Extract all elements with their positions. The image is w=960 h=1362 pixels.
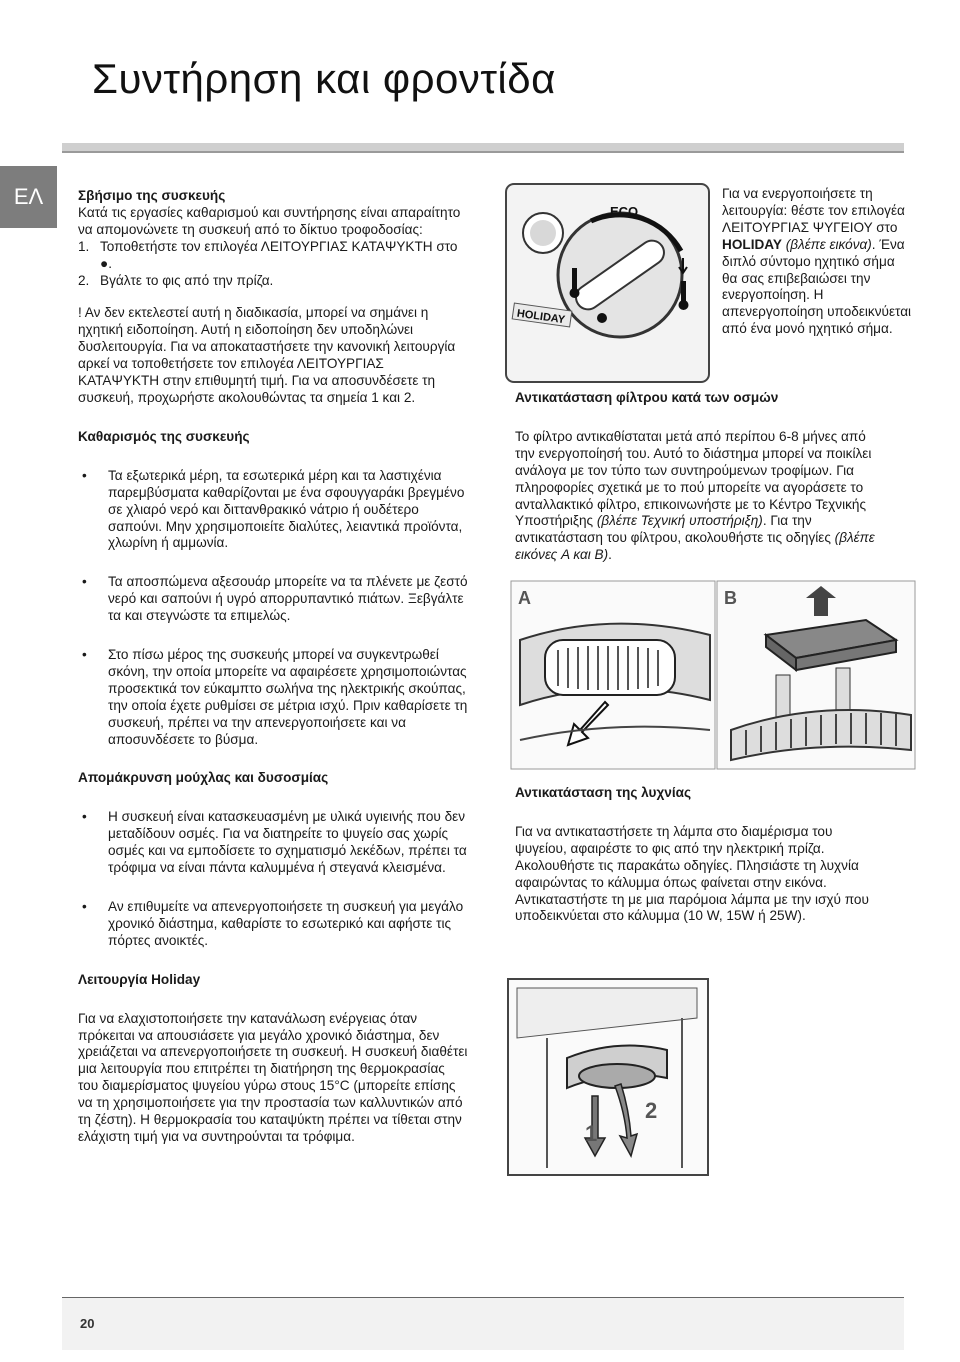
mold-heading: Απομάκρυνση μούχλας και δυσοσμίας — [78, 770, 329, 786]
holiday-caption-bold: HOLIDAY — [722, 236, 782, 252]
filter-section — [515, 390, 885, 564]
page-title: Συντήρηση και φροντίδα — [92, 55, 556, 102]
header-rule — [62, 143, 904, 153]
filter-text-2: . Για την αντικατάσταση του φίλτρου, ακολουθήστε τις οδηγίες — [515, 513, 835, 546]
lamp-section — [515, 785, 885, 925]
filter-text-italic-1: (βλέπε Τεχνική υποστήριξη) — [596, 513, 763, 529]
lamp-heading: Αντικατάσταση της λυχνίας — [515, 785, 692, 800]
holiday-caption-post: . Ένα διπλό σύντομο ηχητικό σήμα θα σας επιβεβαιώσει την ενεργοποίηση. Η απενεργοποίηση υποδεικνύεται από ένα μονό ηχητικό σήμα. — [722, 236, 912, 337]
step-text: Τοποθετήστε τον επιλογέα ΛΕΙΤΟΥΡΓΙΑΣ ΚΑΤΑΨΥΚΤΗ στο ●. — [100, 238, 458, 271]
filter-text-1: Το φίλτρο αντικαθίσταται μετά από περίπου 6-8 μήνες από την ενεργοποίησή του. Αυτό το διάστημα μπορεί να ποικίλει ανάλογα με τον τύπο των συντηρούμενων τροφίμων. Για πληροφορίες σχετικά με το πού μπορείτε να αγοράσετε το ανταλλακτικό φίλτρο, επικοινωνήστε με το Κέντρο Τεχνικής Υποστήριξης — [515, 428, 872, 529]
lamp-figure — [507, 978, 709, 1176]
footer-band — [62, 1298, 904, 1350]
dial-holiday-label: HOLIDAY — [516, 307, 566, 327]
page-number: 20 — [80, 1316, 95, 1331]
figure-a-label: A — [518, 588, 531, 608]
holiday-text: Για να ελαχιστοποιήσετε την κατανάλωση ενέργειας όταν πρόκειται να απουσιάσετε για μεγάλο χρονικό διάστημα, δεν χρειάζεται να απενεργοποιήσετε τη συσκευή. Η συσκευή διαθέτει μια λειτουργία που επιτρέπει τη διατήρηση της θερμοκρασίας του διαμερίσματος ψυγείου γύρω στους 15°C (μπορείτε επίσης να τη χρησιμοποιήσετε για την προστασία των καλλυντικών από τη ζέστη). Η θερμοκρασία του καταψύκτη πρέπει να τίθεται στην ελάχιστη τιμή για να συντηρούνται τα τρόφιμα. — [78, 1010, 468, 1144]
filter-figure-a — [510, 580, 716, 770]
holiday-caption — [722, 186, 912, 338]
filter-heading: Αντικατάσταση φίλτρου κατά των οσμών — [515, 390, 779, 405]
step-number: 1. — [78, 238, 90, 254]
step-text: Βγάλτε το φις από την πρίζα. — [100, 272, 274, 288]
warning-note: ! Αν δεν εκτελεστεί αυτή η διαδικασία, μπορεί να σημάνει η ηχητική ειδοποίηση. Αυτή η ειδοποίηση δεν υποδηλώνει δυσλειτουργία. Για να αποκαταστήσετε την κανονική λειτουργία αρκεί να τοποθετήσετε τον επιλογέα ΛΕΙΤΟΥΡΓΙΑΣ ΚΑΤΑΨΥΚΤΗ στην επιθυμητή τιμή. Για να αποσυνδέσετε τη συσκευή, προχωρήστε ακολουθώντας τα σημεία 1 και 2. — [78, 305, 456, 405]
mold-bullet-2: • Αν επιθυμείτε να απενεργοποιήσετε τη συσκευή για μεγάλο χρονικό διάστημα, καθαρίστε το εσωτερικό και αφήστε τις πόρτες ανοικτές. — [78, 899, 468, 950]
cleaning-heading: Καθαρισμός της συσκευής — [78, 428, 250, 444]
lamp-step-2-label: 2 — [645, 1098, 658, 1123]
cleaning-bullet-2: • Τα αποσπώμενα αξεσουάρ μπορείτε να τα πλένετε με ζεστό νερό και σαπούνι ή υγρό απορρυπαντικό πιάτων. Ξεβγάλτε τα και στεγνώστε τα επιμελώς. — [78, 574, 468, 625]
mold-bullet-1: • Η συσκευή είναι κατασκευασμένη με υλικά υγιεινής που δεν μεταδίδουν οσμές. Για να διατηρείτε το ψυγείο σας χωρίς οσμές και να εμποδίσετε το σχηματισμό λεκέδων, πρέπει τα τρόφιμα να είναι πάντα καλυμμένα ή στεγανά κλεισμένα. — [78, 809, 468, 877]
lamp-text: Για να αντικαταστήσετε τη λάμπα στο διαμέρισμα του ψυγείου, αφαιρέστε το φις από την ηλεκτρική πρίζα. Ακολουθήστε τις παρακάτω οδηγίες. Πλησιάστε τη λυχνία αφαιρώντας το κάλυμμα όπως φαίνεται στην εικόνα. Αντικαταστήστε τη με μια παρόμοια λάμπα με την ισχύ που υποδεικνύεται στο κάλυμμα (10 W, 15W ή 25W). — [515, 823, 869, 924]
dial-eco-label: ECO — [610, 204, 639, 219]
filter-figure-b — [716, 580, 916, 770]
figure-b-label: B — [724, 588, 737, 608]
lamp-step-1-label: 1 — [585, 1121, 598, 1146]
shutdown-step-1 — [78, 239, 468, 273]
shutdown-heading: Σβήσιμο της συσκευής — [78, 188, 226, 203]
shutdown-intro: Κατά τις εργασίες καθαρισμού και συντήρησης είναι απαραίτητο να απομονώνετε τη συσκευή από το δίκτυο τροφοδοσίας: — [78, 204, 461, 237]
cleaning-bullet-1: • Τα εξωτερικά μέρη, τα εσωτερικά μέρη και τα λαστιχένια παρεμβύσματα καθαρίζονται με ένα σφουγγαράκι βρεγμένο σε χλιαρό νερό και διττανθρακικό νάτριο ή ουδέτερο σαπούνι. Μην χρησιμοποιείτε διαλύτες, λειαντικά προϊόντα, χλωρίνη ή αμμωνία. — [78, 468, 468, 553]
left-column — [78, 188, 468, 1146]
holiday-dial-figure — [505, 183, 710, 383]
filter-text-3: . — [608, 547, 612, 563]
shutdown-step-2 — [78, 273, 468, 290]
holiday-heading: Λειτουργία Holiday — [78, 971, 201, 987]
cleaning-bullet-3: • Στο πίσω μέρος της συσκευής μπορεί να συγκεντρωθεί σκόνη, την οποία μπορείτε να αφαιρέσετε χρησιμοποιώντας προσεκτικά τον εύκαμπτο σωλήνα της ηλεκτρικής σκούπας, την οποία έχετε ρυθμίσει σε μέτρια ισχύ. Πριν καθαρίσετε τη συσκευή, πρέπει να την απενεργοποιήσετε και να αποσυνδέσετε το βύσμα. — [78, 647, 468, 748]
holiday-caption-italic: (βλέπε εικόνα) — [785, 236, 872, 252]
off-dot-icon — [597, 313, 607, 323]
language-tab: ΕΛ — [0, 166, 57, 228]
step-number: 2. — [78, 272, 90, 288]
holiday-caption-pre: Για να ενεργοποιήσετε τη λειτουργία: θέστε τον επιλογέα ΛΕΙΤΟΥΡΓΙΑΣ ΨΥΓΕΙΟΥ στο — [722, 186, 905, 235]
filter-text-italic-2: (βλέπε εικόνες A και B) — [515, 530, 875, 563]
